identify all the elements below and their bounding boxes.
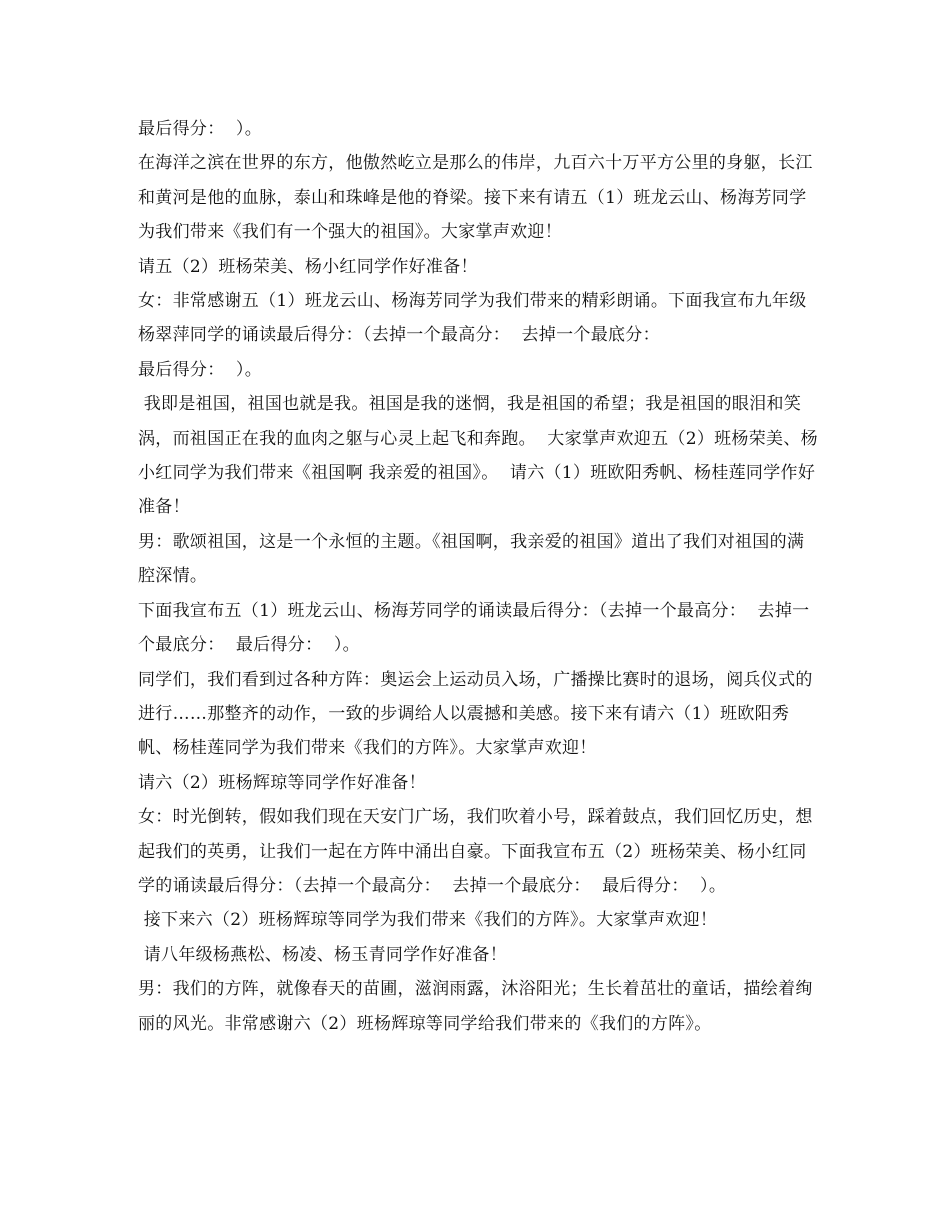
paragraph: 在海洋之滨在世界的东方，他傲然屹立是那么的伟岸，九百六十万平方公里的身躯，长江和黄河是他的血脉，泰山和珠峰是他的脊梁。接下来有请五（1）班龙云山、杨海芳同学为我们带来《我们有一个强大的祖国》。大家掌声欢迎！ <box>138 153 813 243</box>
paragraph: 男：歌颂祖国，这是一个永恒的主题。《祖国啊，我亲爱的祖国》道出了我们对祖国的满腔深情。 <box>138 531 805 587</box>
document-body <box>138 112 818 1041</box>
paragraph: 女：时光倒转，假如我们现在天安门广场，我们吹着小号，踩着鼓点，我们回忆历史，想起我们的英勇，让我们一起在方阵中涌出自豪。下面我宣布五（2）班杨荣美、杨小红同学的诵读最后得分：（去掉一个最高分： 去掉一个最底分： 最后得分： ）。 <box>138 807 813 896</box>
paragraph: 女：非常感谢五（1）班龙云山、杨海芳同学为我们带来的精彩朗诵。下面我宣布九年级杨翠萍同学的诵读最后得分：（去掉一个最高分： 去掉一个最底分： <box>138 291 807 346</box>
paragraph: 接下来六（2）班杨辉琼等同学为我们带来《我们的方阵》。大家掌声欢迎！ <box>138 910 718 931</box>
paragraph: 最后得分： ）。 <box>138 119 263 139</box>
paragraph: 同学们，我们看到过各种方阵：奥运会上运动员入场，广播操比赛时的退场，阅兵仪式的进行……那整齐的动作，一致的步调给人以震撼和美感。接下来有请六（1）班欧阳秀帆、杨桂莲同学为我们带来《我们的方阵》。大家掌声欢迎！ <box>138 669 813 759</box>
paragraph: 男：我们的方阵，就像春天的苗圃，滋润雨露，沐浴阳光；生长着茁壮的童话，描绘着绚丽的风光。非常感谢六（2）班杨辉琼等同学给我们带来的《我们的方阵》。 <box>138 979 813 1034</box>
paragraph: 下面我宣布五（1）班龙云山、杨海芳同学的诵读最后得分：（去掉一个最高分： 去掉一个最底分： 最后得分： ）。 <box>138 600 810 656</box>
paragraph: 我即是祖国，祖国也就是我。祖国是我的迷惘，我是祖国的希望；我是祖国的眼泪和笑涡，而祖国正在我的血肉之躯与心灵上起飞和奔跑。 大家掌声欢迎五（2）班杨荣美、杨小红同学为我们带来《祖国啊 我亲爱的祖国》。 请六（1）班欧阳秀帆、杨桂莲同学作好准备！ <box>138 394 818 518</box>
paragraph: 请六（2）班杨辉琼等同学作好准备！ <box>138 772 426 793</box>
paragraph: 请五（2）班杨荣美、杨小红同学作好准备！ <box>138 256 478 277</box>
paragraph: 请八年级杨燕松、杨凌、杨玉青同学作好准备！ <box>138 944 508 965</box>
paragraph: 最后得分： ）。 <box>138 359 263 380</box>
